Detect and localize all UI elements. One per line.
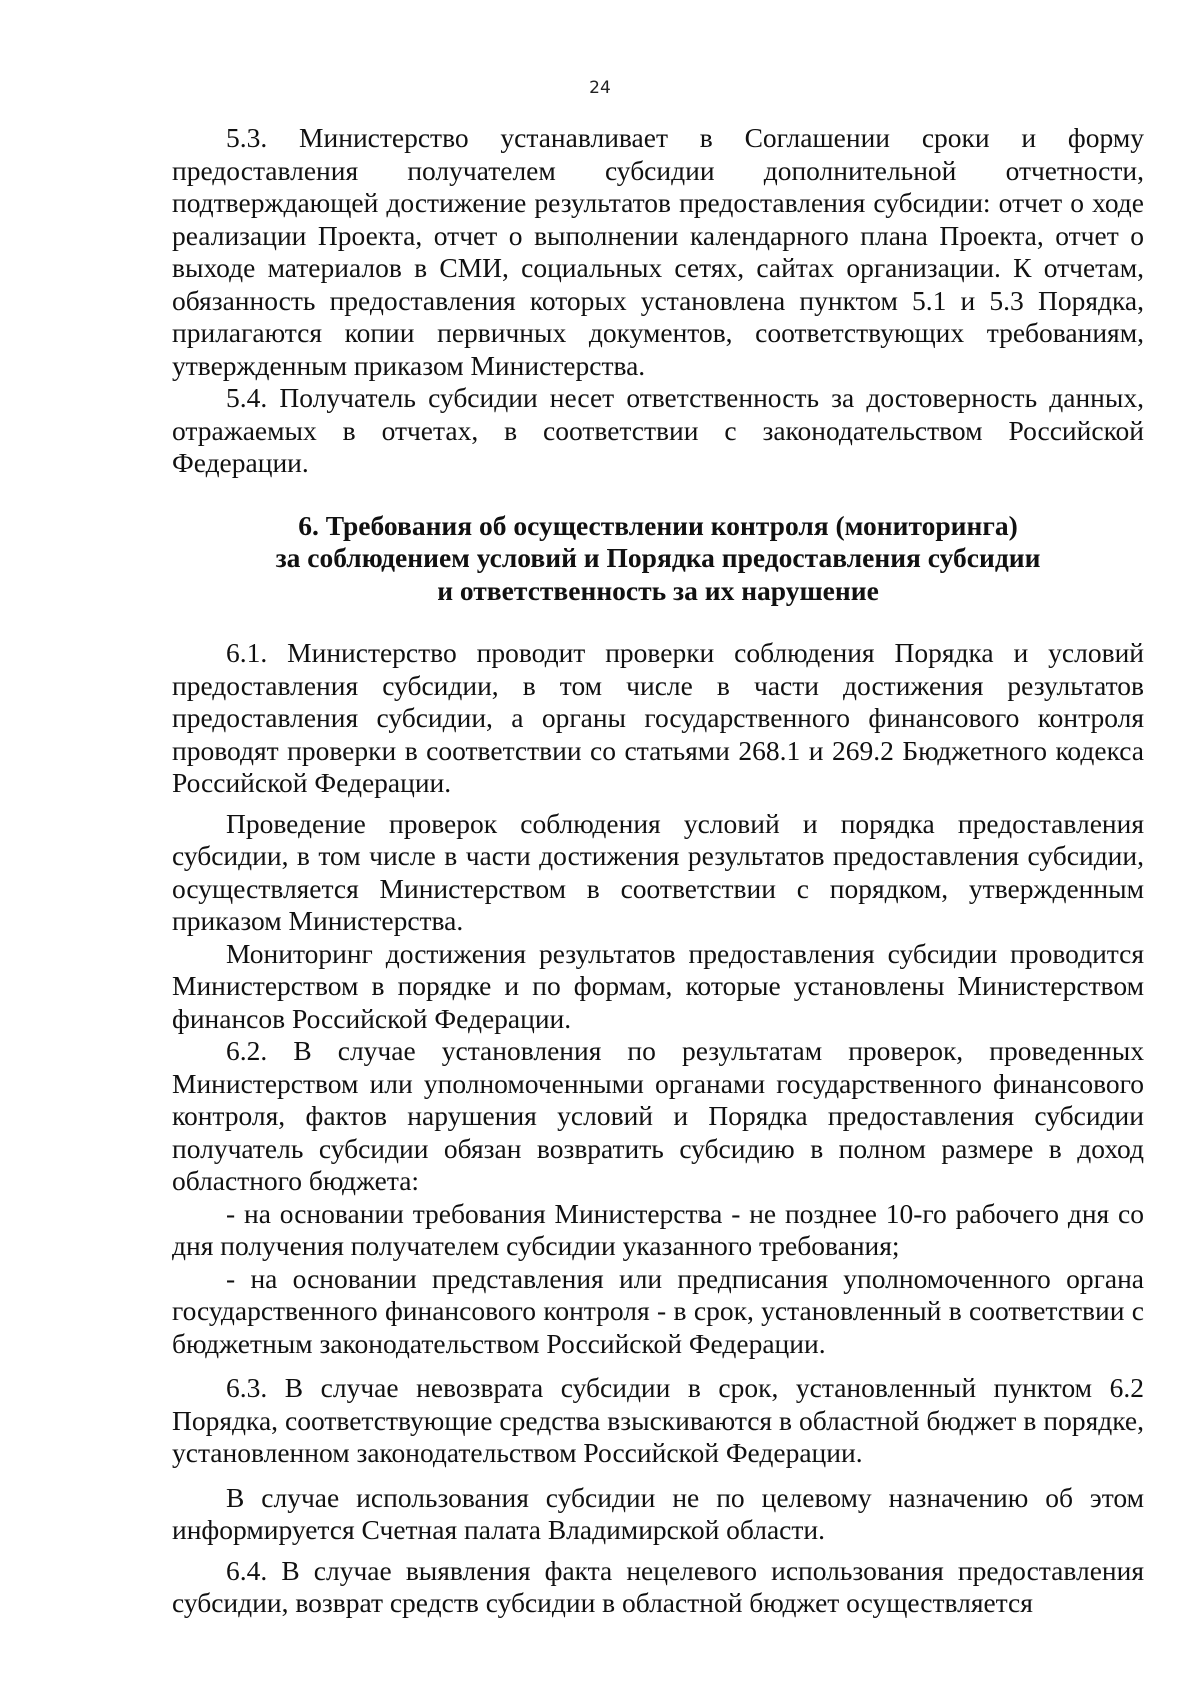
section-6-heading-line-3: и ответственность за их нарушение — [437, 574, 879, 606]
paragraph-6-1: 6.1. Министерство проводит проверки соблюдения Порядка и условий предоставления субсидии, в том числе в части достижения результатов предоставления субсидии, а органы государственного финансового контроля проводят проверки в соответствии со статьями 268.1 и 269.2 Бюджетного кодекса Российской Федерации. — [172, 637, 1144, 798]
document-body — [172, 122, 1144, 1620]
paragraph-6-2-item-1: - на основании требования Министерства - не позднее 10-го рабочего дня со дня получения получателем субсидии указанного требования; — [172, 1197, 1144, 1261]
page-number: 24 — [589, 78, 611, 98]
paragraph-6-3: 6.3. В случае невозврата субсидии в срок, установленный пунктом 6.2 Порядка, соответствующие средства взыскиваются в областной бюджет в порядке, установленном законодательством Российской Федерации. — [172, 1372, 1144, 1468]
section-6-heading-line-2: за соблюдением условий и Порядка предоставления субсидии — [275, 542, 1041, 573]
paragraph-6-4: 6.4. В случае выявления факта нецелевого использования предоставления субсидии, возврат средств субсидии в областной бюджет осуществляется — [172, 1554, 1144, 1618]
paragraph-6-3-audit-chamber: В случае использования субсидии не по целевому назначению об этом информируется Счетная палата Владимирской области. — [172, 1481, 1144, 1545]
section-6-heading-line-1: 6. Требования об осуществлении контроля (мониторинга) — [298, 509, 1018, 541]
paragraph-5-3: 5.3. Министерство устанавливает в Соглашении сроки и форму предоставления получателем субсидии дополнительной отчетности, подтверждающей достижение результатов предоставления субсидии: отчет о ходе реализации Проекта, отчет о выполнении календарного плана Проекта, отчет о выходе материалов в СМИ, социальных сетях, сайтах организации. К отчетам, обязанность предоставления которых установлена пунктом 5.1 и 5.3 Порядка, прилагаются копии первичных документов, соответствующих требованиям, утвержденным приказом Министерства. — [172, 122, 1144, 381]
paragraph-5-4: 5.4. Получатель субсидии несет ответственность за достоверность данных, отражаемых в отчетах, в соответствии с законодательством Российской Федерации. — [172, 382, 1144, 478]
paragraph-6-1-checks: Проведение проверок соблюдения условий и порядка предоставления субсидии, в том числе в части достижения результатов предоставления субсидии, осуществляется Министерством в соответствии с порядком, утвержденным приказом Министерства. — [172, 807, 1144, 936]
paragraph-6-1-monitoring: Мониторинг достижения результатов предоставления субсидии проводится Министерством в порядке и по формам, которые установлены Министерством финансов Российской Федерации. — [172, 937, 1144, 1034]
section-6-heading — [172, 510, 1144, 608]
paragraph-6-2: 6.2. В случае установления по результатам проверок, проведенных Министерством или уполномоченными органами государственного финансового контроля, фактов нарушения условий и Порядка предоставления субсидии получатель субсидии обязан возвратить субсидию в полном размере в доход областного бюджета: — [172, 1035, 1144, 1196]
paragraph-6-2-item-2: - на основании представления или предписания уполномоченного органа государственного финансового контроля - в срок, установленный в соответствии с бюджетным законодательством Российской Федерации. — [172, 1262, 1144, 1359]
